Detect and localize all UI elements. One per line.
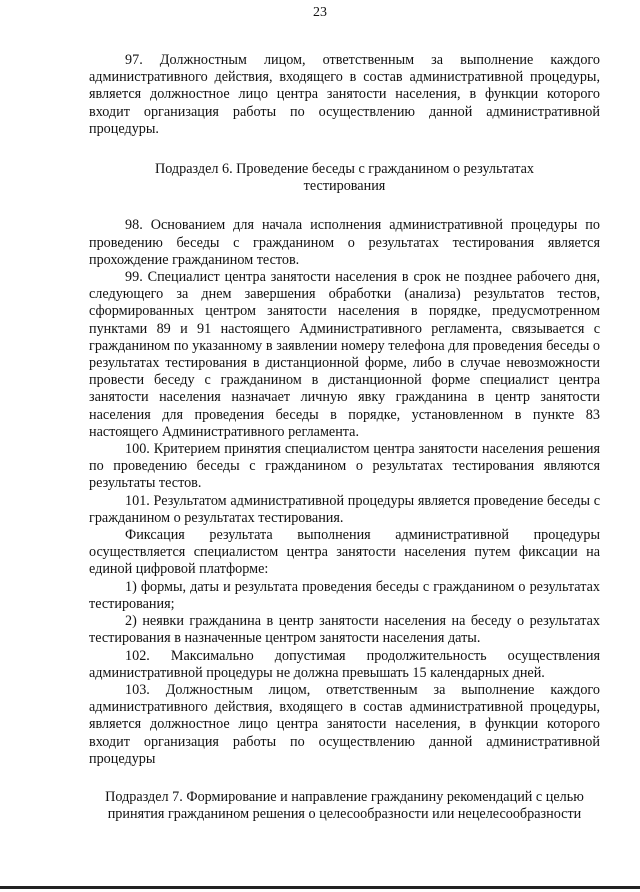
paragraph-99: 99. Специалист центра занятости населения в срок не позднее рабочего дня, следующего за днем завершения обработки (анализа) результатов тестов, сформированных центром занятости населения в порядке, предусмотренном пунктами 89 и 91 настоящего Административного регламента, связывается с гражданином по указанному в заявлении номеру телефона для проведения беседы о результатах тестирования в дистанционной форме, либо в случае невозможности провести беседу с гражданином в дистанционной форме специалист центра занятости населения назначает личную явку гражданина в центр занятости населения для проведения беседы в порядке, установленном в пункте 83 настоящего Административного регламента. <box>89 269 600 440</box>
subsection-7-heading: Подраздел 7. Формирование и направление гражданину рекомендаций с целью принятия гражданином решения о целесообразности или нецелесообразности <box>105 788 584 823</box>
paragraph-97: 97. Должностным лицом, ответственным за выполнение каждого административного действия, входящего в состав административной процедуры, является должностное лицо центра занятости населения, в функции которого входит организация работы по осуществлению данной административной процедуры. <box>89 52 600 137</box>
page-bottom-edge <box>0 886 640 889</box>
paragraph-103: 103. Должностным лицом, ответственным за выполнение каждого административного действия, входящего в состав административной процедуры, является должностное лицо центра занятости населения, в функции которого входит организация работы по осуществлению данной административной процедуры <box>89 681 600 767</box>
list-item-1: 1) формы, даты и результата проведения беседы с гражданином о результатах тестирования; <box>89 578 600 612</box>
subsection-6-heading: Подраздел 6. Проведение беседы с гражданином о результатах тестирования <box>154 161 535 195</box>
paragraph-101: 101. Результатом административной процедуры является проведение беседы с гражданином о результатах тестирования. <box>89 492 600 526</box>
paragraph-98: 98. Основанием для начала исполнения административной процедуры по проведению беседы с гражданином о результатах тестирования является прохождение гражданином тестов. <box>89 217 600 268</box>
document-body <box>89 52 600 823</box>
list-item-2: 2) неявки гражданина в центр занятости населения на беседу о результатах тестирования в назначенные центром занятости населения даты. <box>89 613 600 647</box>
paragraph-101-fixation: Фиксация результата выполнения административной процедуры осуществляется специалистом центра занятости населения путем фиксации на единой цифровой платформе: <box>89 527 600 578</box>
paragraph-102: 102. Максимально допустимая продолжительность осуществления административной процедуры не должна превышать 15 календарных дней. <box>89 647 600 681</box>
page-number: 23 <box>313 5 327 20</box>
paragraph-100: 100. Критерием принятия специалистом центра занятости населения решения по проведению беседы с гражданином о результатах тестирования являются результаты тестов. <box>89 441 600 492</box>
